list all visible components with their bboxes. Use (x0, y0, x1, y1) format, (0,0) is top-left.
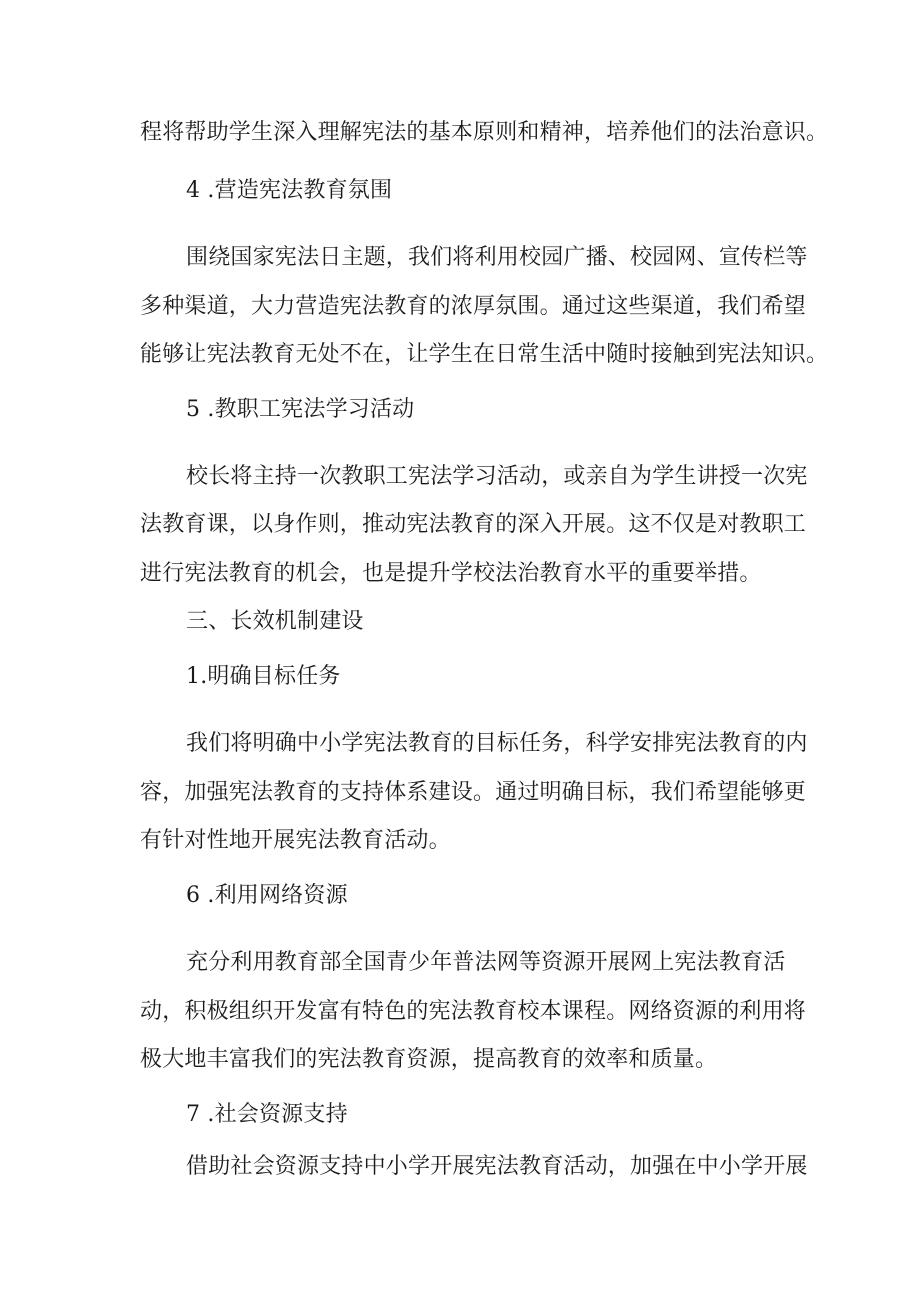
paragraph-line: 我们将明确中小学宪法教育的目标任务，科学安排宪法教育的内 (186, 731, 808, 756)
paragraph-line: 容，加强宪法教育的支持体系建设。通过明确目标，我们希望能够更 (140, 780, 807, 805)
subsection-heading: 5 .教职工宪法学习活动 (186, 397, 415, 422)
paragraph-line: 法教育课，以身作则，推动宪法教育的深入开展。这不仅是对教职工 (140, 512, 807, 537)
section-heading: 三、长效机制建设 (186, 609, 364, 634)
paragraph-line: 充分利用教育部全国青少年普法网等资源开展网上宪法教育活 (186, 950, 786, 975)
subsection-heading: 1.明确目标任务 (186, 664, 341, 689)
paragraph-line: 借助社会资源支持中小学开展宪法教育活动，加强在中小学开展 (186, 1154, 808, 1179)
subsection-heading: 7 .社会资源支持 (186, 1102, 348, 1127)
paragraph-line: 极大地丰富我们的宪法教育资源，提高教育的效率和质量。 (140, 1047, 718, 1072)
subsection-heading: 6 .利用网络资源 (186, 883, 348, 908)
paragraph-line: 动，积极组织开发富有特色的宪法教育校本课程。网络资源的利用将 (140, 999, 807, 1024)
paragraph-line: 校长将主持一次教职工宪法学习活动，或亲自为学生讲授一次宪 (186, 464, 808, 489)
paragraph-line: 围绕国家宪法日主题，我们将利用校园广播、校园网、宣传栏等 (186, 245, 808, 270)
subsection-heading: 4 .营造宪法教育氛围 (186, 178, 393, 203)
paragraph-line: 能够让宪法教育无处不在，让学生在日常生活中随时接触到宪法知识。 (140, 342, 829, 367)
paragraph-line: 程将帮助学生深入理解宪法的基本原则和精神，培养他们的法治意识。 (140, 120, 829, 145)
paragraph-line: 进行宪法教育的机会，也是提升学校法治教育水平的重要举措。 (140, 561, 762, 586)
paragraph-line: 有针对性地开展宪法教育活动。 (140, 828, 451, 853)
paragraph-line: 多种渠道，大力营造宪法教育的浓厚氛围。通过这些渠道，我们希望 (140, 294, 807, 319)
